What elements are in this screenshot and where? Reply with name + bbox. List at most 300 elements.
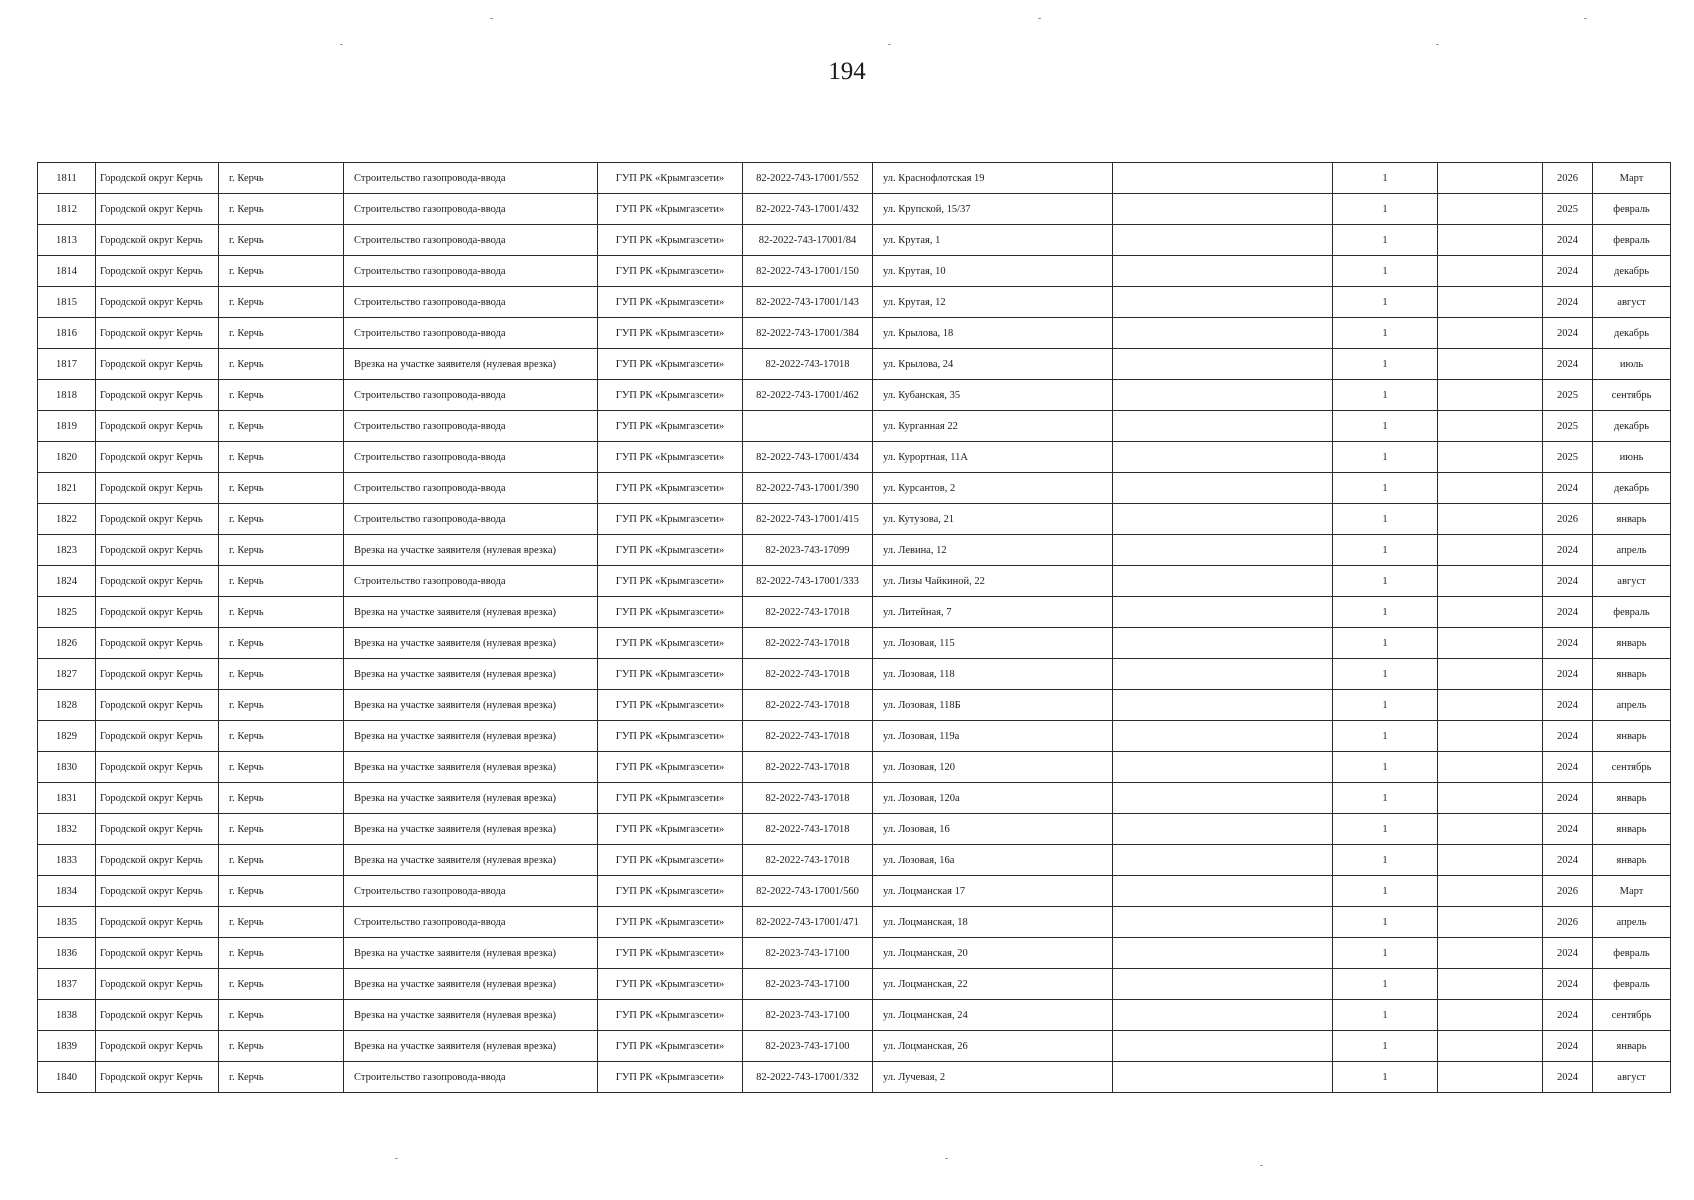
work-type-cell: Строительство газопровода-ввода bbox=[344, 256, 598, 287]
work-type-cell: Врезка на участке заявителя (нулевая врезка) bbox=[344, 535, 598, 566]
table-row bbox=[38, 194, 1671, 225]
address-cell: ул. Лозовая, 115 bbox=[873, 628, 1113, 659]
table-row bbox=[38, 256, 1671, 287]
city-cell: г. Керчь bbox=[219, 287, 344, 318]
month-cell: июнь bbox=[1593, 442, 1671, 473]
contract-number-cell: 82-2022-743-17018 bbox=[743, 783, 873, 814]
year-cell: 2024 bbox=[1543, 690, 1593, 721]
table-row bbox=[38, 287, 1671, 318]
organization-cell: ГУП РК «Крымгазсети» bbox=[598, 504, 743, 535]
contract-number-cell: 82-2022-743-17001/84 bbox=[743, 225, 873, 256]
table-row bbox=[38, 535, 1671, 566]
work-type-cell: Врезка на участке заявителя (нулевая врезка) bbox=[344, 938, 598, 969]
row-number-cell: 1825 bbox=[38, 597, 96, 628]
count-cell: 1 bbox=[1333, 1062, 1438, 1093]
region-cell: Городской округ Керчь bbox=[96, 473, 219, 504]
year-cell: 2024 bbox=[1543, 659, 1593, 690]
region-cell: Городской округ Керчь bbox=[96, 380, 219, 411]
work-type-cell: Строительство газопровода-ввода bbox=[344, 566, 598, 597]
city-cell: г. Керчь bbox=[219, 814, 344, 845]
empty-cell bbox=[1113, 380, 1333, 411]
month-cell: апрель bbox=[1593, 690, 1671, 721]
row-number-cell: 1815 bbox=[38, 287, 96, 318]
page-number: 194 bbox=[828, 58, 866, 85]
work-type-cell: Врезка на участке заявителя (нулевая врезка) bbox=[344, 752, 598, 783]
region-cell: Городской округ Керчь bbox=[96, 876, 219, 907]
empty-cell bbox=[1113, 411, 1333, 442]
count-cell: 1 bbox=[1333, 163, 1438, 194]
city-cell: г. Керчь bbox=[219, 721, 344, 752]
work-type-cell: Врезка на участке заявителя (нулевая врезка) bbox=[344, 349, 598, 380]
row-number-cell: 1833 bbox=[38, 845, 96, 876]
year-cell: 2024 bbox=[1543, 1031, 1593, 1062]
city-cell: г. Керчь bbox=[219, 876, 344, 907]
table-row bbox=[38, 473, 1671, 504]
scan-speck bbox=[1260, 1165, 1263, 1166]
row-number-cell: 1832 bbox=[38, 814, 96, 845]
year-cell: 2024 bbox=[1543, 721, 1593, 752]
region-cell: Городской округ Керчь bbox=[96, 597, 219, 628]
row-number-cell: 1823 bbox=[38, 535, 96, 566]
count-cell: 1 bbox=[1333, 907, 1438, 938]
empty-cell bbox=[1113, 845, 1333, 876]
year-cell: 2025 bbox=[1543, 380, 1593, 411]
organization-cell: ГУП РК «Крымгазсети» bbox=[598, 783, 743, 814]
month-cell: январь bbox=[1593, 504, 1671, 535]
contract-number-cell: 82-2022-743-17018 bbox=[743, 690, 873, 721]
address-cell: ул. Лоцманская, 26 bbox=[873, 1031, 1113, 1062]
work-type-cell: Врезка на участке заявителя (нулевая врезка) bbox=[344, 814, 598, 845]
region-cell: Городской округ Керчь bbox=[96, 938, 219, 969]
contract-number-cell: 82-2023-743-17100 bbox=[743, 1000, 873, 1031]
city-cell: г. Керчь bbox=[219, 318, 344, 349]
city-cell: г. Керчь bbox=[219, 597, 344, 628]
city-cell: г. Керчь bbox=[219, 783, 344, 814]
contract-number-cell: 82-2022-743-17001/434 bbox=[743, 442, 873, 473]
work-type-cell: Строительство газопровода-ввода bbox=[344, 163, 598, 194]
empty-cell bbox=[1438, 597, 1543, 628]
city-cell: г. Керчь bbox=[219, 473, 344, 504]
contract-number-cell: 82-2023-743-17100 bbox=[743, 1031, 873, 1062]
contract-number-cell: 82-2023-743-17100 bbox=[743, 969, 873, 1000]
region-cell: Городской округ Керчь bbox=[96, 752, 219, 783]
count-cell: 1 bbox=[1333, 566, 1438, 597]
table-row bbox=[38, 659, 1671, 690]
table-row bbox=[38, 907, 1671, 938]
address-cell: ул. Лоцманская, 18 bbox=[873, 907, 1113, 938]
empty-cell bbox=[1113, 442, 1333, 473]
empty-cell bbox=[1438, 504, 1543, 535]
table-row bbox=[38, 721, 1671, 752]
region-cell: Городской округ Керчь bbox=[96, 628, 219, 659]
address-cell: ул. Лозовая, 120а bbox=[873, 783, 1113, 814]
empty-cell bbox=[1113, 1000, 1333, 1031]
city-cell: г. Керчь bbox=[219, 1062, 344, 1093]
work-type-cell: Строительство газопровода-ввода bbox=[344, 1062, 598, 1093]
empty-cell bbox=[1438, 194, 1543, 225]
organization-cell: ГУП РК «Крымгазсети» bbox=[598, 566, 743, 597]
row-number-cell: 1819 bbox=[38, 411, 96, 442]
empty-cell bbox=[1113, 814, 1333, 845]
row-number-cell: 1817 bbox=[38, 349, 96, 380]
organization-cell: ГУП РК «Крымгазсети» bbox=[598, 969, 743, 1000]
region-cell: Городской округ Керчь bbox=[96, 1000, 219, 1031]
count-cell: 1 bbox=[1333, 752, 1438, 783]
year-cell: 2024 bbox=[1543, 256, 1593, 287]
work-type-cell: Строительство газопровода-ввода bbox=[344, 380, 598, 411]
empty-cell bbox=[1438, 1000, 1543, 1031]
table-row bbox=[38, 845, 1671, 876]
table-row bbox=[38, 752, 1671, 783]
region-cell: Городской округ Керчь bbox=[96, 659, 219, 690]
region-cell: Городской округ Керчь bbox=[96, 969, 219, 1000]
month-cell: Март bbox=[1593, 876, 1671, 907]
count-cell: 1 bbox=[1333, 411, 1438, 442]
table-row bbox=[38, 504, 1671, 535]
month-cell: февраль bbox=[1593, 194, 1671, 225]
table-row bbox=[38, 876, 1671, 907]
city-cell: г. Керчь bbox=[219, 969, 344, 1000]
month-cell: январь bbox=[1593, 628, 1671, 659]
month-cell: Март bbox=[1593, 163, 1671, 194]
empty-cell bbox=[1113, 721, 1333, 752]
year-cell: 2024 bbox=[1543, 845, 1593, 876]
empty-cell bbox=[1438, 535, 1543, 566]
address-cell: ул. Краснофлотская 19 bbox=[873, 163, 1113, 194]
count-cell: 1 bbox=[1333, 690, 1438, 721]
contract-number-cell: 82-2023-743-17100 bbox=[743, 938, 873, 969]
contract-number-cell: 82-2022-743-17018 bbox=[743, 628, 873, 659]
empty-cell bbox=[1113, 969, 1333, 1000]
address-cell: ул. Лозовая, 118Б bbox=[873, 690, 1113, 721]
organization-cell: ГУП РК «Крымгазсети» bbox=[598, 845, 743, 876]
city-cell: г. Керчь bbox=[219, 504, 344, 535]
row-number-cell: 1829 bbox=[38, 721, 96, 752]
table-row bbox=[38, 969, 1671, 1000]
address-cell: ул. Курганная 22 bbox=[873, 411, 1113, 442]
work-type-cell: Строительство газопровода-ввода bbox=[344, 411, 598, 442]
contract-number-cell: 82-2022-743-17018 bbox=[743, 814, 873, 845]
month-cell: январь bbox=[1593, 845, 1671, 876]
work-type-cell: Строительство газопровода-ввода bbox=[344, 442, 598, 473]
empty-cell bbox=[1438, 721, 1543, 752]
organization-cell: ГУП РК «Крымгазсети» bbox=[598, 380, 743, 411]
year-cell: 2026 bbox=[1543, 504, 1593, 535]
address-cell: ул. Лоцманская, 22 bbox=[873, 969, 1113, 1000]
work-type-cell: Строительство газопровода-ввода bbox=[344, 876, 598, 907]
address-cell: ул. Лоцманская, 20 bbox=[873, 938, 1113, 969]
work-type-cell: Строительство газопровода-ввода bbox=[344, 194, 598, 225]
empty-cell bbox=[1438, 690, 1543, 721]
table-row bbox=[38, 163, 1671, 194]
year-cell: 2024 bbox=[1543, 535, 1593, 566]
region-cell: Городской округ Керчь bbox=[96, 225, 219, 256]
address-cell: ул. Левина, 12 bbox=[873, 535, 1113, 566]
month-cell: январь bbox=[1593, 783, 1671, 814]
count-cell: 1 bbox=[1333, 876, 1438, 907]
work-type-cell: Врезка на участке заявителя (нулевая врезка) bbox=[344, 783, 598, 814]
scan-speck bbox=[1584, 18, 1587, 19]
year-cell: 2026 bbox=[1543, 876, 1593, 907]
empty-cell bbox=[1438, 566, 1543, 597]
table-row bbox=[38, 318, 1671, 349]
count-cell: 1 bbox=[1333, 1000, 1438, 1031]
region-cell: Городской округ Керчь bbox=[96, 907, 219, 938]
year-cell: 2024 bbox=[1543, 628, 1593, 659]
month-cell: декабрь bbox=[1593, 256, 1671, 287]
region-cell: Городской округ Керчь bbox=[96, 814, 219, 845]
address-cell: ул. Курортная, 11А bbox=[873, 442, 1113, 473]
count-cell: 1 bbox=[1333, 814, 1438, 845]
row-number-cell: 1824 bbox=[38, 566, 96, 597]
organization-cell: ГУП РК «Крымгазсети» bbox=[598, 349, 743, 380]
address-cell: ул. Крылова, 18 bbox=[873, 318, 1113, 349]
table-row bbox=[38, 628, 1671, 659]
row-number-cell: 1820 bbox=[38, 442, 96, 473]
count-cell: 1 bbox=[1333, 349, 1438, 380]
contract-number-cell: 82-2022-743-17018 bbox=[743, 597, 873, 628]
city-cell: г. Керчь bbox=[219, 535, 344, 566]
empty-cell bbox=[1113, 659, 1333, 690]
empty-cell bbox=[1438, 256, 1543, 287]
organization-cell: ГУП РК «Крымгазсети» bbox=[598, 721, 743, 752]
organization-cell: ГУП РК «Крымгазсети» bbox=[598, 938, 743, 969]
table-row bbox=[38, 783, 1671, 814]
row-number-cell: 1828 bbox=[38, 690, 96, 721]
organization-cell: ГУП РК «Крымгазсети» bbox=[598, 194, 743, 225]
year-cell: 2026 bbox=[1543, 907, 1593, 938]
city-cell: г. Керчь bbox=[219, 659, 344, 690]
organization-cell: ГУП РК «Крымгазсети» bbox=[598, 907, 743, 938]
row-number-cell: 1831 bbox=[38, 783, 96, 814]
gas-works-table bbox=[37, 162, 1671, 1093]
empty-cell bbox=[1113, 566, 1333, 597]
month-cell: январь bbox=[1593, 659, 1671, 690]
empty-cell bbox=[1113, 225, 1333, 256]
row-number-cell: 1839 bbox=[38, 1031, 96, 1062]
empty-cell bbox=[1438, 163, 1543, 194]
city-cell: г. Керчь bbox=[219, 907, 344, 938]
city-cell: г. Керчь bbox=[219, 194, 344, 225]
organization-cell: ГУП РК «Крымгазсети» bbox=[598, 597, 743, 628]
row-number-cell: 1840 bbox=[38, 1062, 96, 1093]
table-body bbox=[38, 163, 1671, 1093]
city-cell: г. Керчь bbox=[219, 845, 344, 876]
contract-number-cell: 82-2022-743-17001/332 bbox=[743, 1062, 873, 1093]
contract-number-cell: 82-2022-743-17018 bbox=[743, 659, 873, 690]
contract-number-cell: 82-2022-743-17018 bbox=[743, 752, 873, 783]
table-row bbox=[38, 1000, 1671, 1031]
empty-cell bbox=[1438, 628, 1543, 659]
empty-cell bbox=[1438, 349, 1543, 380]
work-type-cell: Врезка на участке заявителя (нулевая врезка) bbox=[344, 721, 598, 752]
empty-cell bbox=[1113, 597, 1333, 628]
year-cell: 2024 bbox=[1543, 287, 1593, 318]
count-cell: 1 bbox=[1333, 783, 1438, 814]
scan-speck bbox=[340, 44, 343, 45]
contract-number-cell: 82-2022-743-17001/333 bbox=[743, 566, 873, 597]
region-cell: Городской округ Керчь bbox=[96, 318, 219, 349]
table-row bbox=[38, 566, 1671, 597]
city-cell: г. Керчь bbox=[219, 566, 344, 597]
month-cell: август bbox=[1593, 287, 1671, 318]
row-number-cell: 1822 bbox=[38, 504, 96, 535]
empty-cell bbox=[1113, 473, 1333, 504]
count-cell: 1 bbox=[1333, 318, 1438, 349]
empty-cell bbox=[1438, 442, 1543, 473]
empty-cell bbox=[1438, 380, 1543, 411]
month-cell: февраль bbox=[1593, 225, 1671, 256]
city-cell: г. Керчь bbox=[219, 163, 344, 194]
empty-cell bbox=[1113, 535, 1333, 566]
empty-cell bbox=[1113, 907, 1333, 938]
year-cell: 2024 bbox=[1543, 814, 1593, 845]
month-cell: апрель bbox=[1593, 907, 1671, 938]
row-number-cell: 1814 bbox=[38, 256, 96, 287]
contract-number-cell: 82-2022-743-17001/462 bbox=[743, 380, 873, 411]
organization-cell: ГУП РК «Крымгазсети» bbox=[598, 535, 743, 566]
month-cell: август bbox=[1593, 566, 1671, 597]
organization-cell: ГУП РК «Крымгазсети» bbox=[598, 1062, 743, 1093]
address-cell: ул. Лозовая, 16а bbox=[873, 845, 1113, 876]
empty-cell bbox=[1438, 225, 1543, 256]
empty-cell bbox=[1438, 814, 1543, 845]
table-row bbox=[38, 814, 1671, 845]
contract-number-cell: 82-2022-743-17001/150 bbox=[743, 256, 873, 287]
address-cell: ул. Лучевая, 2 bbox=[873, 1062, 1113, 1093]
address-cell: ул. Лозовая, 16 bbox=[873, 814, 1113, 845]
row-number-cell: 1826 bbox=[38, 628, 96, 659]
work-type-cell: Врезка на участке заявителя (нулевая врезка) bbox=[344, 845, 598, 876]
organization-cell: ГУП РК «Крымгазсети» bbox=[598, 473, 743, 504]
year-cell: 2024 bbox=[1543, 349, 1593, 380]
row-number-cell: 1835 bbox=[38, 907, 96, 938]
count-cell: 1 bbox=[1333, 597, 1438, 628]
empty-cell bbox=[1438, 845, 1543, 876]
work-type-cell: Врезка на участке заявителя (нулевая врезка) bbox=[344, 1031, 598, 1062]
city-cell: г. Керчь bbox=[219, 752, 344, 783]
region-cell: Городской округ Керчь bbox=[96, 690, 219, 721]
contract-number-cell: 82-2022-743-17001/552 bbox=[743, 163, 873, 194]
month-cell: июль bbox=[1593, 349, 1671, 380]
empty-cell bbox=[1113, 504, 1333, 535]
row-number-cell: 1818 bbox=[38, 380, 96, 411]
city-cell: г. Керчь bbox=[219, 690, 344, 721]
table-row bbox=[38, 1031, 1671, 1062]
count-cell: 1 bbox=[1333, 845, 1438, 876]
row-number-cell: 1816 bbox=[38, 318, 96, 349]
month-cell: сентябрь bbox=[1593, 752, 1671, 783]
region-cell: Городской округ Керчь bbox=[96, 442, 219, 473]
empty-cell bbox=[1438, 659, 1543, 690]
month-cell: сентябрь bbox=[1593, 1000, 1671, 1031]
year-cell: 2024 bbox=[1543, 1062, 1593, 1093]
count-cell: 1 bbox=[1333, 969, 1438, 1000]
work-type-cell: Врезка на участке заявителя (нулевая врезка) bbox=[344, 628, 598, 659]
count-cell: 1 bbox=[1333, 938, 1438, 969]
empty-cell bbox=[1438, 318, 1543, 349]
empty-cell bbox=[1438, 876, 1543, 907]
region-cell: Городской округ Керчь bbox=[96, 194, 219, 225]
month-cell: февраль bbox=[1593, 938, 1671, 969]
empty-cell bbox=[1438, 1031, 1543, 1062]
organization-cell: ГУП РК «Крымгазсети» bbox=[598, 659, 743, 690]
count-cell: 1 bbox=[1333, 442, 1438, 473]
region-cell: Городской округ Керчь bbox=[96, 287, 219, 318]
month-cell: январь bbox=[1593, 814, 1671, 845]
empty-cell bbox=[1438, 752, 1543, 783]
count-cell: 1 bbox=[1333, 1031, 1438, 1062]
empty-cell bbox=[1438, 783, 1543, 814]
scan-speck bbox=[1436, 44, 1439, 45]
row-number-cell: 1811 bbox=[38, 163, 96, 194]
work-type-cell: Строительство газопровода-ввода bbox=[344, 318, 598, 349]
table-row bbox=[38, 411, 1671, 442]
city-cell: г. Керчь bbox=[219, 411, 344, 442]
count-cell: 1 bbox=[1333, 225, 1438, 256]
region-cell: Городской округ Керчь bbox=[96, 721, 219, 752]
address-cell: ул. Лоцманская 17 bbox=[873, 876, 1113, 907]
address-cell: ул. Крылова, 24 bbox=[873, 349, 1113, 380]
work-type-cell: Врезка на участке заявителя (нулевая врезка) bbox=[344, 659, 598, 690]
address-cell: ул. Лизы Чайкиной, 22 bbox=[873, 566, 1113, 597]
year-cell: 2024 bbox=[1543, 473, 1593, 504]
contract-number-cell: 82-2022-743-17001/390 bbox=[743, 473, 873, 504]
count-cell: 1 bbox=[1333, 535, 1438, 566]
organization-cell: ГУП РК «Крымгазсети» bbox=[598, 876, 743, 907]
year-cell: 2025 bbox=[1543, 442, 1593, 473]
year-cell: 2024 bbox=[1543, 597, 1593, 628]
organization-cell: ГУП РК «Крымгазсети» bbox=[598, 752, 743, 783]
organization-cell: ГУП РК «Крымгазсети» bbox=[598, 411, 743, 442]
contract-number-cell: 82-2022-743-17018 bbox=[743, 349, 873, 380]
address-cell: ул. Крутая, 1 bbox=[873, 225, 1113, 256]
region-cell: Городской округ Керчь bbox=[96, 1062, 219, 1093]
empty-cell bbox=[1113, 876, 1333, 907]
month-cell: август bbox=[1593, 1062, 1671, 1093]
organization-cell: ГУП РК «Крымгазсети» bbox=[598, 163, 743, 194]
month-cell: февраль bbox=[1593, 597, 1671, 628]
month-cell: январь bbox=[1593, 721, 1671, 752]
table-row bbox=[38, 225, 1671, 256]
row-number-cell: 1813 bbox=[38, 225, 96, 256]
table-row bbox=[38, 349, 1671, 380]
region-cell: Городской округ Керчь bbox=[96, 535, 219, 566]
organization-cell: ГУП РК «Крымгазсети» bbox=[598, 1031, 743, 1062]
region-cell: Городской округ Керчь bbox=[96, 411, 219, 442]
address-cell: ул. Лозовая, 119а bbox=[873, 721, 1113, 752]
count-cell: 1 bbox=[1333, 194, 1438, 225]
empty-cell bbox=[1113, 287, 1333, 318]
count-cell: 1 bbox=[1333, 628, 1438, 659]
year-cell: 2024 bbox=[1543, 752, 1593, 783]
year-cell: 2024 bbox=[1543, 938, 1593, 969]
work-type-cell: Врезка на участке заявителя (нулевая врезка) bbox=[344, 1000, 598, 1031]
month-cell: апрель bbox=[1593, 535, 1671, 566]
scan-speck bbox=[490, 18, 493, 19]
contract-number-cell: 82-2022-743-17001/415 bbox=[743, 504, 873, 535]
organization-cell: ГУП РК «Крымгазсети» bbox=[598, 256, 743, 287]
year-cell: 2026 bbox=[1543, 163, 1593, 194]
year-cell: 2024 bbox=[1543, 1000, 1593, 1031]
table-row bbox=[38, 1062, 1671, 1093]
scan-speck bbox=[1038, 18, 1041, 19]
month-cell: декабрь bbox=[1593, 318, 1671, 349]
table-row bbox=[38, 690, 1671, 721]
empty-cell bbox=[1438, 938, 1543, 969]
count-cell: 1 bbox=[1333, 380, 1438, 411]
year-cell: 2025 bbox=[1543, 411, 1593, 442]
